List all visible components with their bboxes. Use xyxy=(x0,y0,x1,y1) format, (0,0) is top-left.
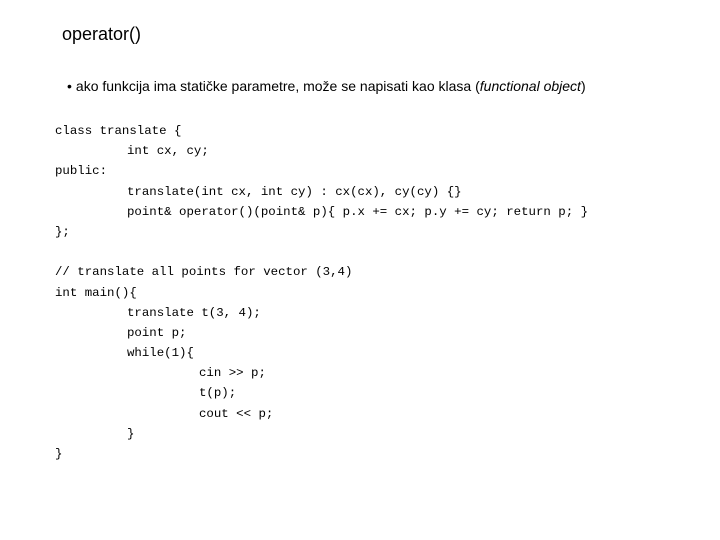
code-line: }; xyxy=(55,224,70,239)
code-line: } xyxy=(127,426,135,441)
code-line: point& operator()(point& p){ p.x += cx; p.y += cy; return p; } xyxy=(127,204,589,219)
bullet-text-end: ) xyxy=(580,78,586,94)
code-line: translate(int cx, int cy) : cx(cx), cy(cy) {} xyxy=(127,184,462,199)
code-line: public: xyxy=(55,164,108,179)
code-line-blank xyxy=(55,242,588,262)
code-line: t(p); xyxy=(199,386,237,401)
code-line: cin >> p; xyxy=(199,366,266,381)
code-line: cout << p; xyxy=(199,406,274,421)
code-line: point p; xyxy=(127,325,187,340)
code-line: while(1){ xyxy=(127,346,194,361)
bullet-marker: • xyxy=(67,78,72,94)
code-comment: // translate all points for vector (3,4) xyxy=(55,265,353,280)
slide-title: operator() xyxy=(62,24,142,44)
code-line: int main(){ xyxy=(55,285,137,300)
bullet-text-italic: functional object xyxy=(479,78,581,94)
code-line: int cx, cy; xyxy=(127,144,209,159)
code-line: class translate { xyxy=(55,124,182,138)
code-line: } xyxy=(55,447,63,461)
bullet-text: ako funkcija ima statičke parametre, može se napisati kao klasa ( xyxy=(75,78,480,94)
code-line: translate t(3, 4); xyxy=(127,305,261,320)
code-block xyxy=(55,121,588,464)
bullet-item xyxy=(67,76,586,96)
